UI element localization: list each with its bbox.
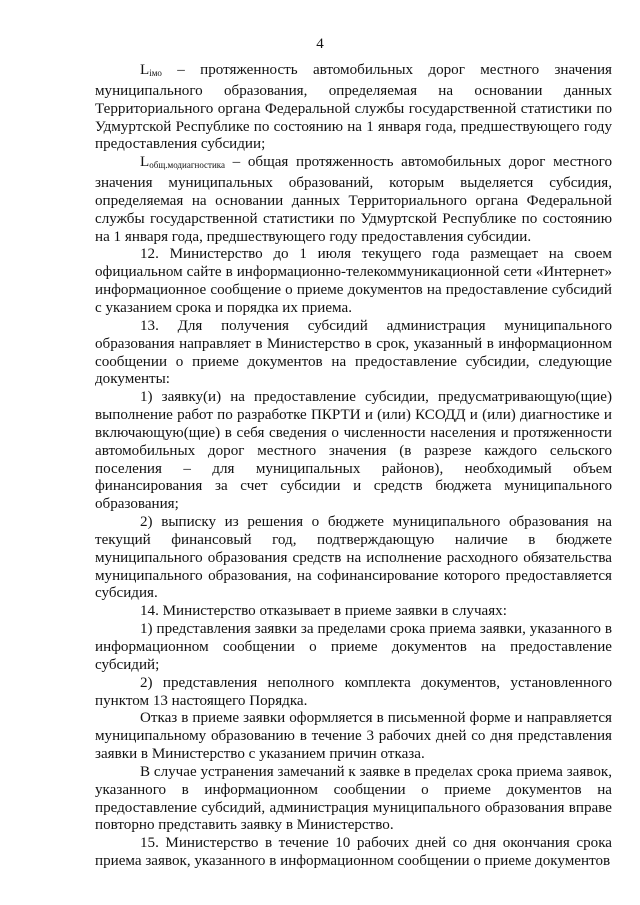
page-number: 4 [316,36,324,52]
paragraph-13-item-2: 2) выписку из решения о бюджете муниципального образования на текущий финансовый год, подтверждающую наличие в бюджете муниципального образования средств на исполнение расходного обязательства муниципального образования, на софинансирование которого предоставляется субсидия. [95,514,612,602]
paragraph-14-item-1: 1) представления заявки за пределами срока приема заявки, указанного в информационном сообщении о приеме документов на предоставление субсидий; [95,621,612,673]
paragraph-15: 15. Министерство в течение 10 рабочих дней со дня окончания срока приема заявок, указанного в информационном сообщении о приеме документов [95,835,612,870]
paragraph-14-item-2: 2) представления неполного комплекта документов, установленного пунктом 13 настоящего Порядка. [95,674,612,709]
subscript-total: общ.модиагностика [149,160,226,171]
symbol-l: L [140,154,150,171]
paragraph-13-item-1: 1) заявку(и) на предоставление субсидии, предусматривающую(щие) выполнение работ по разработке ПКРТИ и (или) КСОДД и (или) диагностике и включающую(щие) в себя сведения о численности населения и протяженности автомобильных дорог местного значения (в разрезе каждого сельского поселения – для муниципальных районов), необходимый объем финансирования за счет субсидии и средств бюджета муниципального образования; [95,389,612,513]
paragraph-refusal: Отказ в приеме заявки оформляется в письменной форме и направляется муниципальному образованию в течение 3 рабочих дней со дня представления заявки в Министерство с указанием причин отказа. [95,710,612,763]
paragraph-l-imo [95,62,612,154]
subscript-imo: iмо [149,68,162,78]
document-body [95,62,612,871]
paragraph-13: 13. Для получения субсидий администрация муниципального образования направляет в Министерство в срок, указанный в информационном сообщении о приеме документов на предоставление субсидии, следующие документы: [95,317,612,388]
paragraph-14: 14. Министерство отказывает в приеме заявки в случаях: [140,603,507,620]
paragraph-text: – протяженность автомобильных дорог местного значения муниципального образования, определяемая на основании данных Территориального органа Федеральной службы государственной статистики по Удмуртской Республике по состоянию на 1 января года, предшествующего году предоставления субсидии; [95,62,612,153]
paragraph-12: 12. Министерство до 1 июля текущего года размещает на своем официальном сайте в информационно-телекоммуникационной сети «Интернет» информационное сообщение о приеме документов на предоставление субсидий с указанием срока и порядка их приема. [95,246,612,316]
paragraph-resubmission: В случае устранения замечаний к заявке в пределах срока приема заявок, указанного в информационном сообщении о приеме документов на предоставление субсидий, администрация муниципального образования вправе повторно представить заявку в Министерство. [95,763,612,834]
paragraph-text: – общая протяженность автомобильных дорог местного значения муниципальных образований, которым выделяется субсидия, определяемая на основании данных Территориального органа Федеральной службы государственной статистики по Удмуртской Республике по состоянию на 1 января года, предшествующего году предоставления субсидии. [95,154,612,245]
paragraph-l-total [95,154,612,246]
symbol-l: L [140,62,150,78]
